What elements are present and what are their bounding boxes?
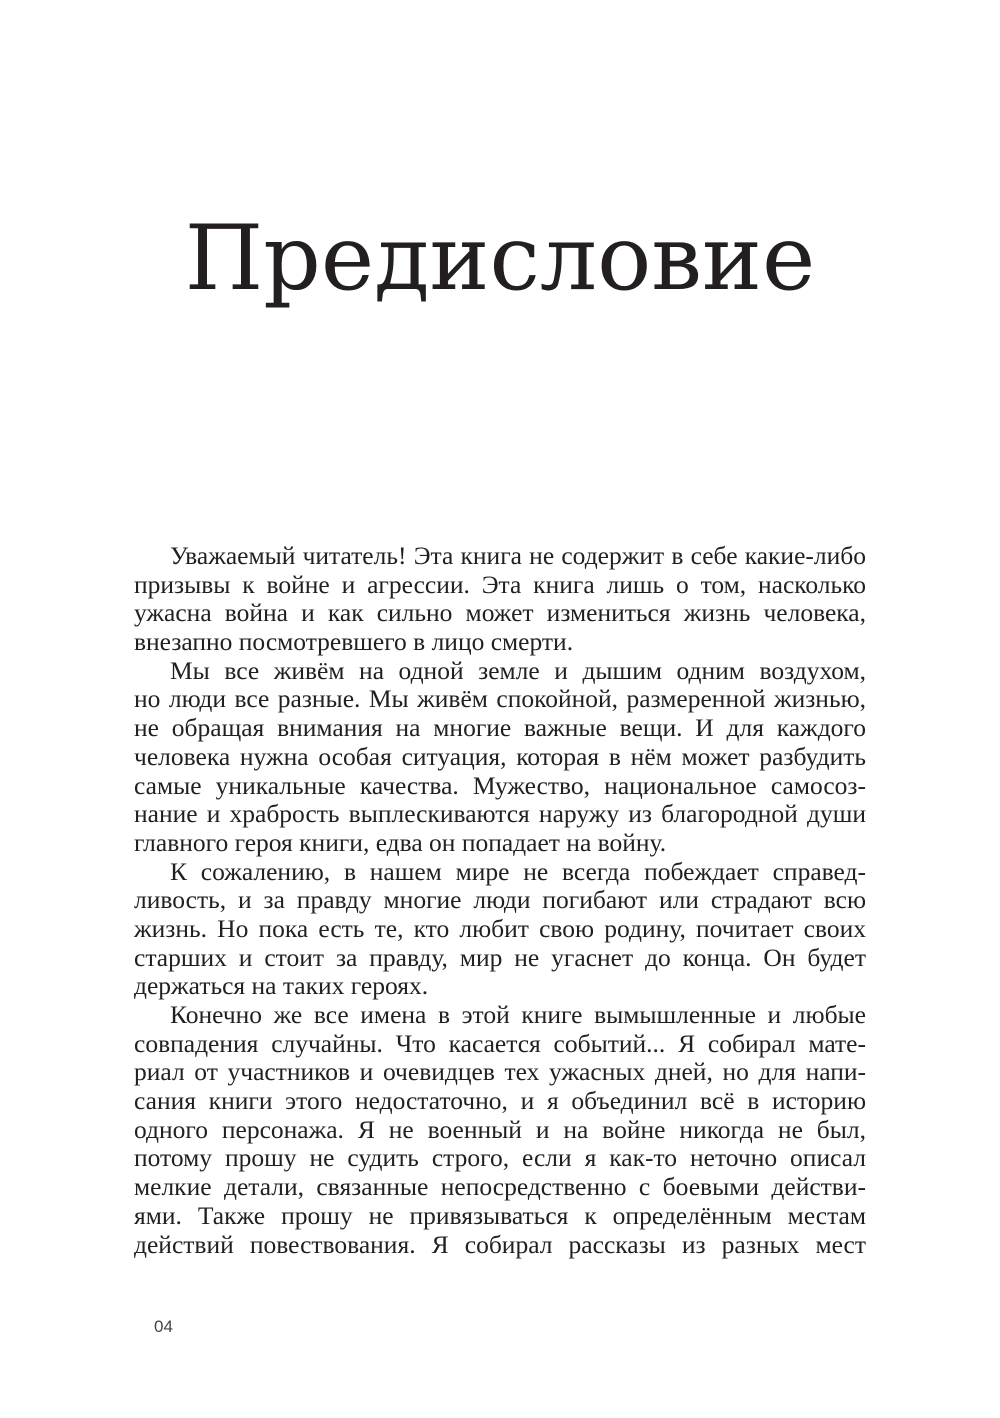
text-line: нание и храбрость выплескиваются наружу из благородной души — [134, 799, 866, 829]
text-line: потому прошу не судить строго, если я как-то неточно описал — [134, 1143, 866, 1173]
page-number: 04 — [154, 1317, 173, 1336]
text-line: совпадения случайны. Что касается событий... Я собирал мате- — [134, 1028, 866, 1058]
text-line: К сожалению, в нашем мире не всегда побеждает справед- — [170, 856, 866, 886]
text-line: главного героя книги, едва он попадает на войну. — [134, 827, 667, 857]
text-line: самые уникальные качества. Мужество, национальное самосоз- — [134, 770, 866, 800]
text-line: старших и стоит за правду, мир не угаснет до конца. Он будет — [134, 942, 866, 972]
paragraph — [134, 542, 866, 657]
text-line: действий повествования. Я собирал рассказы из разных мест — [134, 1229, 866, 1259]
text-line: ужасна война и как сильно может измениться жизнь человека, — [134, 598, 866, 628]
text-line: не обращая внимания на многие важные вещи. И для каждого — [134, 713, 866, 743]
text-line: сания книги этого недостаточно, и я объединил всё в историю — [134, 1086, 866, 1116]
text-line: Уважаемый читатель! Эта книга не содержит в себе какие-либо — [170, 541, 866, 570]
text-line: ливость, и за правду многие люди погибают или страдают всю — [134, 885, 866, 915]
paragraph — [134, 657, 866, 858]
text-line: ями. Также прошу не привязываться к определённым местам — [134, 1200, 866, 1230]
page-title: Предисловие — [184, 206, 816, 311]
text-line: Конечно же все имена в этой книге вымышленные и любые — [170, 1000, 866, 1029]
text-line: Мы все живём на одной земле и дышим одним воздухом, — [170, 655, 866, 685]
text-line: одного персонажа. Я не военный и на войне никогда не был, — [134, 1114, 866, 1144]
text-line: держаться на таких героях. — [134, 971, 429, 1001]
paragraph — [134, 1001, 866, 1259]
text-line: мелкие детали, связанные непосредственно с боевыми действи- — [134, 1172, 866, 1202]
preface-body — [134, 542, 866, 1259]
text-line: риал от участников и очевидцев тех ужасных дней, но для напи- — [134, 1057, 866, 1087]
text-line: призывы к войне и агрессии. Эта книга лишь о том, насколько — [134, 569, 866, 599]
text-line: человека нужна особая ситуация, которая в нём может разбудить — [134, 741, 866, 771]
text-line: жизнь. Но пока есть те, кто любит свою родину, почитает своих — [134, 913, 866, 943]
paragraph — [134, 858, 866, 1001]
text-line: внезапно посмотревшего в лицо смерти. — [134, 627, 574, 657]
text-line: но люди все разные. Мы живём спокойной, размеренной жизнью, — [134, 684, 866, 714]
